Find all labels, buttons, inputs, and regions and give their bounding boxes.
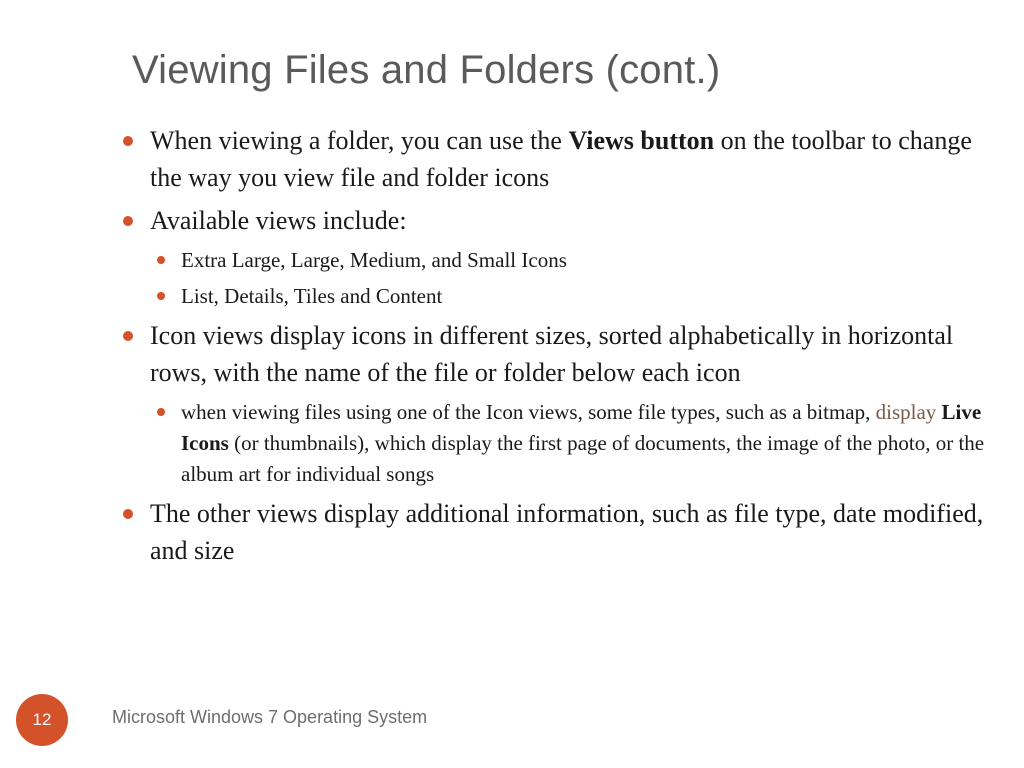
bullet-text: Icon views display icons in different sizes, sorted alphabetically in horizontal rows, with the name of the file or folder below each icon <box>150 321 954 387</box>
slide-title: Viewing Files and Folders (cont.) <box>132 48 721 92</box>
sub-bullet-text: List, Details, Tiles and Content <box>181 284 443 308</box>
highlighted-word: display <box>875 400 937 424</box>
bullet-bold-text: Live Icons <box>181 400 982 455</box>
bullet-dot-icon <box>123 136 133 146</box>
sub-bullet-text: when viewing files using one of the Icon views, some file types, such as a bitmap, <box>181 400 876 424</box>
sub-bullet-icon-sizes <box>122 245 992 276</box>
bullet-text: Available views include: <box>150 206 407 235</box>
sub-bullet-dot-icon <box>157 256 165 264</box>
bullet-text: on the toolbar to change the way you view file and folder icons <box>150 126 972 192</box>
slide-number: 12 <box>32 710 52 729</box>
bullet-dot-icon <box>123 509 133 519</box>
bullet-text: When viewing a folder, you can use the <box>150 126 569 155</box>
sub-bullet-text: Extra Large, Large, Medium, and Small Icons <box>181 248 567 272</box>
bullet-icon-views <box>122 317 992 391</box>
sub-bullet-live-icons <box>122 397 992 490</box>
bullet-text: The other views display additional information, such as file type, date modified, and size <box>150 499 984 565</box>
bullet-views-button <box>122 122 992 196</box>
sub-bullet-dot-icon <box>157 292 165 300</box>
bullet-dot-icon <box>123 331 133 341</box>
sub-bullet-other-views <box>122 281 992 312</box>
bullet-available-views <box>122 202 992 239</box>
bullet-bold-text: Views button <box>568 126 715 155</box>
slide-number-badge <box>16 694 68 746</box>
slide-body <box>122 122 992 575</box>
footer-text: Microsoft Windows 7 Operating System <box>112 707 428 727</box>
bullet-dot-icon <box>123 216 133 226</box>
sub-bullet-text: (or thumbnails), which display the first page of documents, the image of the photo, or the album art for individual songs <box>181 431 985 486</box>
sub-bullet-dot-icon <box>157 408 165 416</box>
bullet-other-views <box>122 495 992 569</box>
